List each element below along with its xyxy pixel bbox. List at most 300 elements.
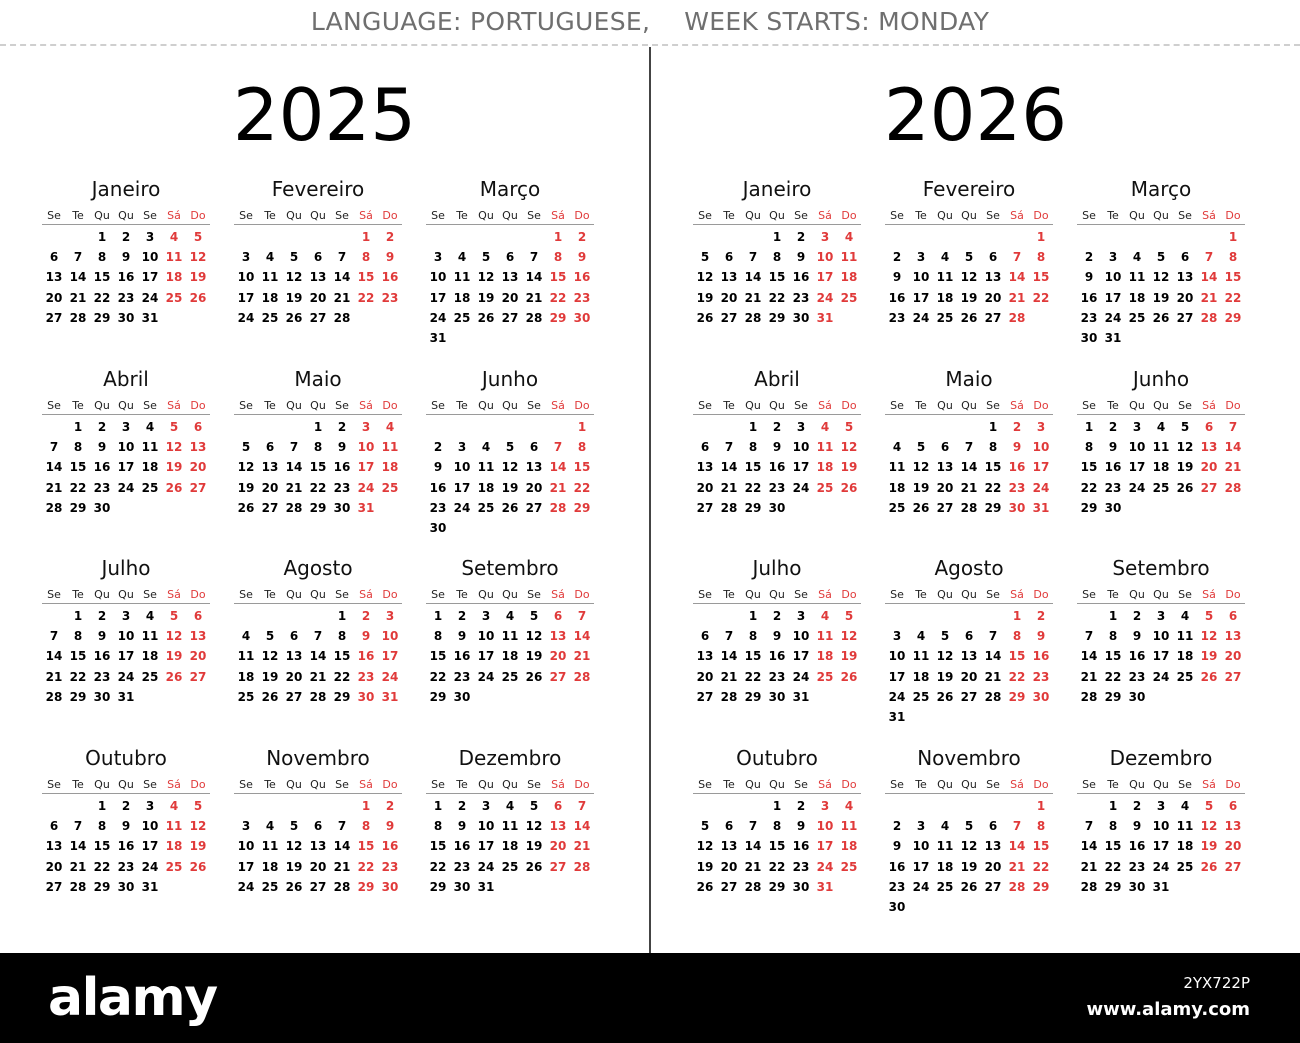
day-cell: 17 bbox=[117, 649, 135, 664]
day-cell: 30 bbox=[792, 879, 810, 894]
weekday-label: Do bbox=[1225, 588, 1241, 601]
weekday-label: Te bbox=[72, 588, 84, 601]
day-cell: 14 bbox=[309, 649, 327, 664]
weekday-label: Se bbox=[431, 399, 445, 412]
month-7 bbox=[42, 426, 210, 704]
day-cell: 5 bbox=[193, 230, 203, 244]
day-cell: 28 bbox=[744, 879, 762, 894]
day-cell: 12 bbox=[1200, 819, 1218, 834]
day-cell: 15 bbox=[1080, 460, 1098, 475]
day-cell: 10 bbox=[816, 250, 834, 265]
weekday-label: Te bbox=[264, 209, 276, 222]
weekday-label: Se bbox=[698, 399, 712, 412]
month-name: Abril bbox=[103, 367, 149, 391]
day-cell: 20 bbox=[45, 290, 63, 305]
empty-cell bbox=[693, 796, 717, 816]
month-name: Janeiro bbox=[91, 177, 161, 201]
weekday-label: Se bbox=[239, 209, 253, 222]
weekday-label: Qu bbox=[94, 588, 110, 601]
day-cell: 14 bbox=[285, 460, 303, 475]
weekday-label: Te bbox=[723, 588, 735, 601]
month-1 bbox=[693, 47, 861, 325]
day-cell: 28 bbox=[69, 879, 87, 894]
weekday-label: Se bbox=[890, 778, 904, 791]
day-cell: 29 bbox=[333, 689, 351, 704]
day-cell: 10 bbox=[141, 819, 159, 834]
weekday-label: Do bbox=[841, 778, 857, 791]
day-cell: 11 bbox=[816, 629, 834, 644]
empty-cell bbox=[282, 796, 306, 816]
day-cell: 24 bbox=[117, 480, 135, 495]
month-1 bbox=[42, 47, 210, 325]
day-cell: 2 bbox=[1132, 799, 1142, 813]
day-cell: 14 bbox=[1200, 270, 1218, 285]
day-cell: 28 bbox=[1008, 310, 1026, 325]
day-cell: 5 bbox=[1180, 420, 1190, 434]
day-cell: 25 bbox=[840, 290, 858, 305]
day-cell: 19 bbox=[525, 839, 543, 854]
day-cell: 29 bbox=[984, 500, 1002, 515]
day-cell: 30 bbox=[93, 689, 111, 704]
day-cell: 4 bbox=[820, 420, 830, 434]
day-cell: 18 bbox=[165, 270, 183, 285]
day-cell: 6 bbox=[940, 440, 950, 455]
month-name: Outubro bbox=[85, 746, 167, 770]
day-cell: 2 bbox=[577, 230, 587, 244]
day-cell: 25 bbox=[381, 480, 399, 495]
day-cell: 1 bbox=[97, 799, 107, 813]
day-cell: 14 bbox=[333, 270, 351, 285]
day-cell: 14 bbox=[744, 270, 762, 285]
day-cell: 23 bbox=[333, 480, 351, 495]
day-cell: 5 bbox=[916, 440, 926, 455]
day-cell: 27 bbox=[984, 310, 1002, 325]
day-cell: 23 bbox=[792, 290, 810, 305]
day-cell: 19 bbox=[477, 290, 495, 305]
day-cell: 22 bbox=[984, 480, 1002, 495]
day-cell: 8 bbox=[1108, 629, 1118, 644]
day-cell: 1 bbox=[73, 420, 83, 434]
day-cell: 15 bbox=[1032, 270, 1050, 285]
weekday-header-row bbox=[234, 776, 402, 794]
day-cell: 12 bbox=[696, 270, 714, 285]
day-cell: 20 bbox=[720, 290, 738, 305]
day-cell: 3 bbox=[1156, 609, 1166, 623]
day-cell: 20 bbox=[960, 669, 978, 684]
weekday-label: Se bbox=[890, 588, 904, 601]
day-cell: 12 bbox=[696, 839, 714, 854]
day-cell: 30 bbox=[1128, 879, 1146, 894]
day-cell: 12 bbox=[189, 819, 207, 834]
day-cell: 5 bbox=[1204, 799, 1214, 813]
day-cell: 4 bbox=[145, 609, 155, 623]
day-cell: 8 bbox=[97, 250, 107, 265]
day-cell: 6 bbox=[1204, 420, 1214, 434]
weekday-label: Qu bbox=[502, 588, 518, 601]
day-cell: 26 bbox=[237, 500, 255, 515]
year-panel-2026 bbox=[651, 47, 1300, 953]
day-cell: 29 bbox=[429, 879, 447, 894]
weekday-label: Se bbox=[143, 209, 157, 222]
weekday-header-row bbox=[1077, 586, 1245, 604]
weekday-label: Sá bbox=[551, 209, 565, 222]
day-cell: 4 bbox=[505, 799, 515, 813]
weekday-label: Se bbox=[1082, 778, 1096, 791]
day-cell: 3 bbox=[1108, 250, 1118, 265]
day-cell: 26 bbox=[936, 689, 954, 704]
day-cell: 27 bbox=[309, 310, 327, 325]
weekday-label: Se bbox=[1082, 209, 1096, 222]
day-cell: 28 bbox=[333, 879, 351, 894]
empty-cell bbox=[957, 796, 981, 816]
month-8 bbox=[234, 426, 402, 704]
empty-cell bbox=[981, 796, 1005, 816]
day-cell: 18 bbox=[141, 460, 159, 475]
weekday-label: Se bbox=[527, 399, 541, 412]
day-cell: 26 bbox=[501, 500, 519, 515]
day-cell: 21 bbox=[549, 480, 567, 495]
day-cell: 20 bbox=[525, 480, 543, 495]
day-cell: 8 bbox=[577, 440, 587, 455]
day-cell: 18 bbox=[141, 649, 159, 664]
weekday-label: Se bbox=[47, 778, 61, 791]
day-cell: 14 bbox=[1080, 839, 1098, 854]
day-cell: 25 bbox=[936, 879, 954, 894]
day-cell: 3 bbox=[361, 420, 371, 434]
day-cell: 16 bbox=[768, 460, 786, 475]
day-cell: 4 bbox=[169, 799, 179, 813]
weekday-label: Te bbox=[915, 778, 927, 791]
weekday-label: Se bbox=[794, 588, 808, 601]
day-cell: 26 bbox=[165, 669, 183, 684]
day-cell: 18 bbox=[816, 649, 834, 664]
day-cell: 17 bbox=[816, 270, 834, 285]
day-cell: 24 bbox=[141, 859, 159, 874]
day-cell: 30 bbox=[117, 879, 135, 894]
weekday-label: Qu bbox=[502, 399, 518, 412]
day-cell: 7 bbox=[337, 819, 347, 834]
day-cell: 3 bbox=[145, 799, 155, 813]
weekday-header-row bbox=[426, 207, 594, 225]
day-cell: 12 bbox=[189, 250, 207, 265]
day-cell: 11 bbox=[1176, 629, 1194, 644]
day-cell: 6 bbox=[193, 420, 203, 434]
day-cell: 22 bbox=[429, 859, 447, 874]
day-cell: 1 bbox=[772, 230, 782, 244]
day-cell: 11 bbox=[165, 819, 183, 834]
day-cell: 4 bbox=[505, 609, 515, 623]
month-name: Agosto bbox=[283, 556, 353, 580]
day-cell: 15 bbox=[768, 270, 786, 285]
day-cell: 31 bbox=[477, 879, 495, 894]
weekday-label: Qu bbox=[1129, 209, 1145, 222]
day-cell: 12 bbox=[960, 270, 978, 285]
day-cell: 22 bbox=[1080, 480, 1098, 495]
month-name: Maio bbox=[294, 367, 342, 391]
day-cell: 17 bbox=[1128, 460, 1146, 475]
day-cell: 24 bbox=[1152, 859, 1170, 874]
month-5 bbox=[234, 237, 402, 515]
day-cell: 21 bbox=[744, 859, 762, 874]
month-10 bbox=[693, 616, 861, 894]
day-cell: 13 bbox=[720, 270, 738, 285]
weekday-label: Qu bbox=[94, 399, 110, 412]
day-cell: 10 bbox=[237, 839, 255, 854]
day-cell: 9 bbox=[121, 819, 131, 834]
day-cell: 28 bbox=[69, 310, 87, 325]
weekday-label: Do bbox=[190, 588, 206, 601]
weekday-header-row bbox=[234, 586, 402, 604]
day-cell: 28 bbox=[960, 500, 978, 515]
day-cell: 29 bbox=[429, 689, 447, 704]
day-cell: 9 bbox=[385, 819, 395, 834]
day-cell: 6 bbox=[313, 819, 323, 834]
day-cell: 9 bbox=[772, 629, 782, 644]
day-cell: 17 bbox=[237, 859, 255, 874]
day-cell: 15 bbox=[93, 839, 111, 854]
day-cell: 29 bbox=[573, 500, 591, 515]
weekday-label: Sá bbox=[359, 778, 373, 791]
language-label: LANGUAGE: PORTUGUESE, bbox=[310, 7, 651, 36]
day-cell: 16 bbox=[381, 270, 399, 285]
weekday-label: Se bbox=[1178, 778, 1192, 791]
day-cell: 8 bbox=[433, 819, 443, 834]
day-cell: 8 bbox=[1108, 819, 1118, 834]
day-cell: 21 bbox=[333, 859, 351, 874]
day-cell: 3 bbox=[433, 250, 443, 265]
day-cell: 22 bbox=[549, 290, 567, 305]
day-cell: 22 bbox=[69, 669, 87, 684]
weekday-label: Sá bbox=[551, 399, 565, 412]
day-cell: 5 bbox=[529, 609, 539, 623]
day-cell: 24 bbox=[237, 879, 255, 894]
day-cell: 24 bbox=[429, 310, 447, 325]
day-cell: 22 bbox=[357, 859, 375, 874]
day-cell: 11 bbox=[912, 649, 930, 664]
day-cell: 6 bbox=[988, 250, 998, 265]
weekday-label: Qu bbox=[745, 778, 761, 791]
weekday-header-row bbox=[42, 207, 210, 225]
weekday-label: Te bbox=[456, 588, 468, 601]
day-cell: 25 bbox=[1128, 310, 1146, 325]
day-cell: 24 bbox=[1128, 480, 1146, 495]
day-cell: 30 bbox=[1008, 500, 1026, 515]
month-name: Fevereiro bbox=[922, 177, 1016, 201]
day-cell: 11 bbox=[261, 270, 279, 285]
day-cell: 28 bbox=[573, 669, 591, 684]
weekday-label: Sá bbox=[551, 588, 565, 601]
day-cell: 2 bbox=[1108, 420, 1118, 434]
weekday-label: Qu bbox=[937, 209, 953, 222]
day-cell: 19 bbox=[261, 669, 279, 684]
day-cell: 18 bbox=[816, 460, 834, 475]
day-cell: 15 bbox=[984, 460, 1002, 475]
day-cell: 3 bbox=[121, 420, 131, 434]
day-cell: 23 bbox=[93, 480, 111, 495]
day-cell: 24 bbox=[117, 669, 135, 684]
day-cell: 18 bbox=[1152, 460, 1170, 475]
day-cell: 28 bbox=[45, 500, 63, 515]
weekday-label: Se bbox=[143, 778, 157, 791]
weekday-label: Te bbox=[72, 209, 84, 222]
month-5 bbox=[885, 237, 1053, 515]
day-cell: 10 bbox=[117, 440, 135, 455]
day-cell: 21 bbox=[1080, 669, 1098, 684]
weekday-label: Qu bbox=[310, 588, 326, 601]
day-cell: 8 bbox=[361, 250, 371, 265]
day-cell: 2 bbox=[457, 799, 467, 813]
weekday-label: Se bbox=[1082, 399, 1096, 412]
day-cell: 30 bbox=[333, 500, 351, 515]
day-cell: 20 bbox=[309, 290, 327, 305]
day-cell: 1 bbox=[1036, 799, 1046, 813]
weekday-label: Do bbox=[190, 778, 206, 791]
day-cell: 25 bbox=[840, 859, 858, 874]
day-cell: 11 bbox=[501, 819, 519, 834]
day-cell: 13 bbox=[984, 270, 1002, 285]
day-cell: 20 bbox=[45, 859, 63, 874]
day-cell: 9 bbox=[772, 440, 782, 455]
day-cell: 18 bbox=[936, 290, 954, 305]
day-cell: 14 bbox=[1008, 270, 1026, 285]
month-name: Agosto bbox=[934, 556, 1004, 580]
weekday-label: Sá bbox=[1202, 778, 1216, 791]
month-9 bbox=[1077, 426, 1245, 704]
weekday-label: Se bbox=[335, 399, 349, 412]
day-cell: 5 bbox=[241, 440, 251, 455]
day-cell: 16 bbox=[1008, 460, 1026, 475]
day-cell: 16 bbox=[792, 839, 810, 854]
day-cell: 4 bbox=[481, 440, 491, 455]
day-cell: 26 bbox=[525, 669, 543, 684]
day-cell: 1 bbox=[553, 230, 563, 244]
weekday-label: Se bbox=[698, 209, 712, 222]
weekday-label: Qu bbox=[1153, 588, 1169, 601]
day-cell: 26 bbox=[477, 310, 495, 325]
weekday-label: Sá bbox=[167, 778, 181, 791]
weekday-label: Qu bbox=[769, 588, 785, 601]
day-cell: 20 bbox=[1224, 839, 1242, 854]
day-cell: 28 bbox=[309, 689, 327, 704]
day-cell: 16 bbox=[1104, 460, 1122, 475]
day-cell: 29 bbox=[1104, 689, 1122, 704]
day-cell: 6 bbox=[700, 629, 710, 644]
day-cell: 10 bbox=[1032, 440, 1050, 455]
day-cell: 23 bbox=[768, 480, 786, 495]
weekday-label: Qu bbox=[961, 588, 977, 601]
day-cell: 5 bbox=[289, 819, 299, 834]
weekday-label: Do bbox=[382, 778, 398, 791]
day-cell: 26 bbox=[840, 669, 858, 684]
day-cell: 25 bbox=[816, 480, 834, 495]
day-cell: 13 bbox=[189, 629, 207, 644]
weekday-label: Se bbox=[986, 778, 1000, 791]
day-cell: 27 bbox=[45, 310, 63, 325]
day-cell: 23 bbox=[1128, 669, 1146, 684]
day-cell: 6 bbox=[700, 440, 710, 455]
day-cell: 14 bbox=[744, 839, 762, 854]
day-cell: 23 bbox=[888, 879, 906, 894]
day-cell: 5 bbox=[289, 250, 299, 265]
day-cell: 5 bbox=[964, 819, 974, 834]
weekday-label: Qu bbox=[118, 588, 134, 601]
day-cell: 5 bbox=[700, 250, 710, 265]
day-cell: 12 bbox=[1176, 440, 1194, 455]
day-cell: 21 bbox=[69, 290, 87, 305]
weekday-label: Te bbox=[1107, 778, 1119, 791]
day-cell: 20 bbox=[549, 649, 567, 664]
day-cell: 10 bbox=[1152, 819, 1170, 834]
day-cell: 13 bbox=[45, 839, 63, 854]
day-cell: 7 bbox=[964, 440, 974, 455]
day-cell: 22 bbox=[1224, 290, 1242, 305]
day-cell: 12 bbox=[501, 460, 519, 475]
day-cell: 20 bbox=[501, 290, 519, 305]
day-cell: 15 bbox=[549, 270, 567, 285]
day-cell: 14 bbox=[45, 460, 63, 475]
day-cell: 12 bbox=[165, 629, 183, 644]
day-cell: 9 bbox=[457, 819, 467, 834]
day-cell: 9 bbox=[97, 629, 107, 644]
day-cell: 11 bbox=[840, 819, 858, 834]
day-cell: 25 bbox=[912, 689, 930, 704]
day-cell: 28 bbox=[1008, 879, 1026, 894]
day-cell: 6 bbox=[964, 629, 974, 644]
day-cell: 11 bbox=[261, 839, 279, 854]
weekday-label: Do bbox=[841, 209, 857, 222]
weekday-header-row bbox=[885, 397, 1053, 415]
day-cell: 22 bbox=[309, 480, 327, 495]
weekday-label: Qu bbox=[1153, 399, 1169, 412]
day-cell: 16 bbox=[429, 480, 447, 495]
day-cell: 10 bbox=[792, 629, 810, 644]
day-cell: 31 bbox=[1152, 879, 1170, 894]
day-cell: 18 bbox=[261, 859, 279, 874]
day-cell: 21 bbox=[984, 669, 1002, 684]
weekday-label: Qu bbox=[745, 209, 761, 222]
month-7 bbox=[693, 426, 861, 704]
day-cell: 22 bbox=[573, 480, 591, 495]
weekday-label: Qu bbox=[478, 209, 494, 222]
day-cell: 25 bbox=[165, 859, 183, 874]
day-cell: 7 bbox=[748, 819, 758, 834]
day-cell: 27 bbox=[696, 500, 714, 515]
day-cell: 29 bbox=[768, 310, 786, 325]
day-cell: 24 bbox=[237, 310, 255, 325]
empty-cell bbox=[42, 796, 66, 816]
empty-cell bbox=[306, 796, 330, 816]
month-6 bbox=[1077, 237, 1245, 515]
day-cell: 19 bbox=[237, 480, 255, 495]
day-cell: 2 bbox=[361, 609, 371, 623]
day-cell: 13 bbox=[936, 460, 954, 475]
day-cell: 30 bbox=[93, 500, 111, 515]
day-cell: 17 bbox=[1032, 460, 1050, 475]
month-name: Abril bbox=[754, 367, 800, 391]
weekday-header-row bbox=[42, 776, 210, 794]
weekday-label: Se bbox=[986, 209, 1000, 222]
day-cell: 16 bbox=[792, 270, 810, 285]
day-cell: 8 bbox=[73, 440, 83, 455]
day-cell: 4 bbox=[820, 609, 830, 623]
day-cell: 1 bbox=[361, 799, 371, 813]
day-cell: 29 bbox=[93, 879, 111, 894]
day-cell: 28 bbox=[573, 859, 591, 874]
day-cell: 7 bbox=[1012, 250, 1022, 265]
day-cell: 17 bbox=[237, 290, 255, 305]
day-cell: 20 bbox=[984, 859, 1002, 874]
day-cell: 22 bbox=[744, 480, 762, 495]
